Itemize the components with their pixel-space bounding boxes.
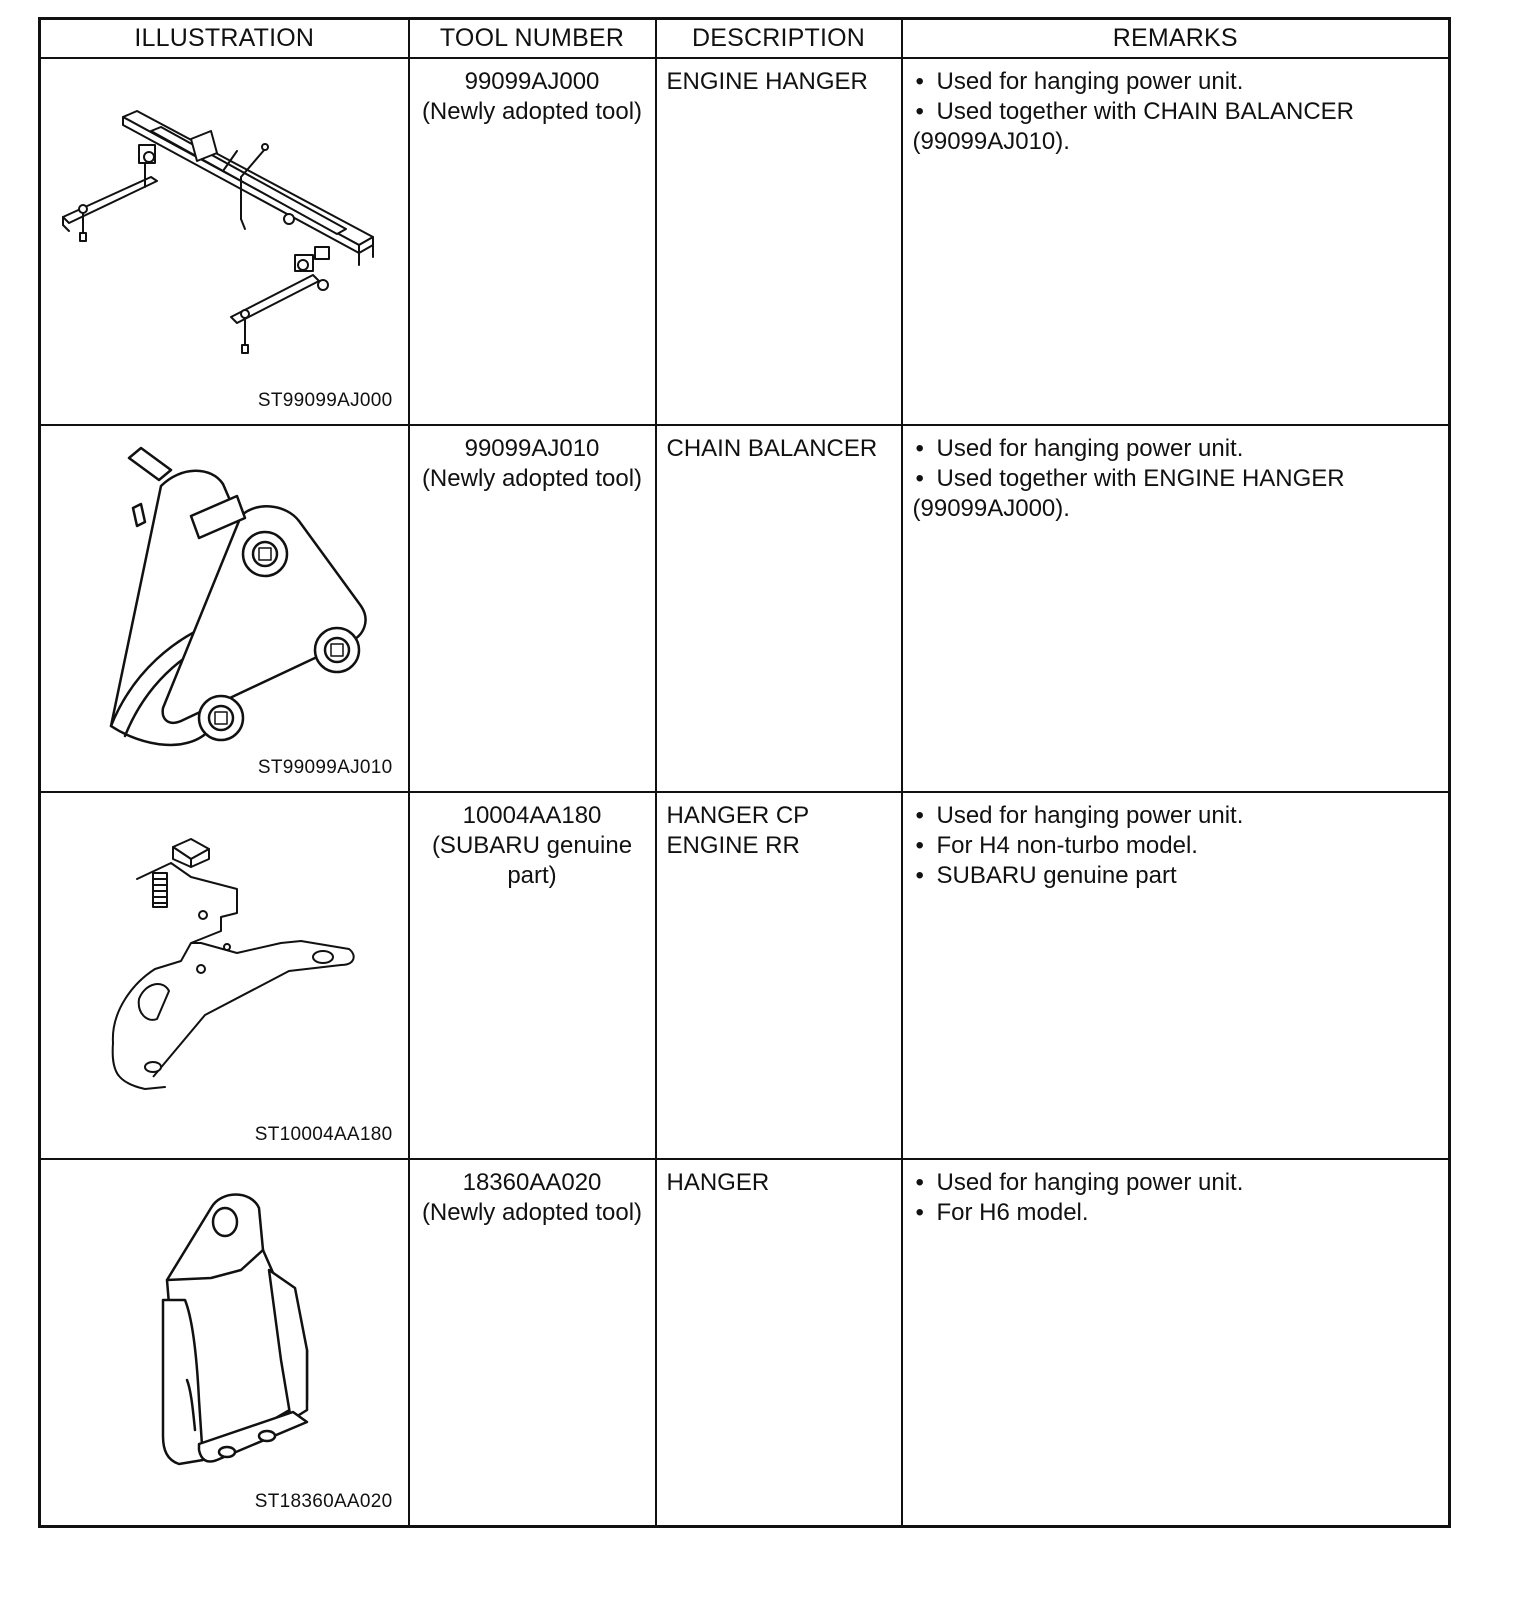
figure-code: ST99099AJ000 (257, 390, 393, 411)
tool-number-cell (409, 1159, 656, 1527)
remark-item: • Used together with ENGINE HANGER (915, 465, 1345, 492)
tool-number: 10004AA180 (462, 802, 602, 829)
description-line: HANGER CP (666, 802, 810, 829)
remark-item: • For H4 non-turbo model. (915, 832, 1198, 859)
figure-code: ST10004AA180 (254, 1124, 393, 1145)
illustration-cell (40, 425, 409, 792)
remark-item: • Used for hanging power unit. (915, 435, 1244, 462)
chain-balancer-icon (41, 426, 410, 791)
remark-item: • Used for hanging power unit. (915, 1169, 1244, 1196)
header-remarks: REMARKS (902, 19, 1450, 59)
remark-item: • For H6 model. (915, 1199, 1089, 1226)
illustration-cell (40, 58, 409, 425)
table-row (40, 792, 1450, 1159)
header-tool-number: TOOL NUMBER (409, 19, 656, 59)
hanger-bracket-icon (41, 1160, 410, 1525)
tool-number-cell (409, 58, 656, 425)
tool-note: (Newly adopted tool) (421, 465, 643, 492)
tool-number: 99099AJ010 (464, 435, 600, 462)
header-illustration: ILLUSTRATION (40, 19, 409, 59)
remark-continuation: (99099AJ010). (912, 128, 1070, 155)
tool-note: (Newly adopted tool) (421, 1199, 643, 1226)
hanger-cp-engine-rr-icon (41, 793, 410, 1158)
table-row (40, 58, 1450, 425)
description-cell (656, 425, 902, 792)
tool-number: 18360AA020 (462, 1169, 602, 1196)
description-line: ENGINE RR (666, 832, 800, 859)
header-description: DESCRIPTION (656, 19, 902, 59)
remark-item: • Used for hanging power unit. (915, 68, 1244, 95)
illustration-cell (40, 1159, 409, 1527)
remark-item: • Used together with CHAIN BALANCER (915, 98, 1354, 125)
remarks-cell (902, 792, 1450, 1159)
remarks-cell (902, 58, 1450, 425)
figure-code: ST18360AA020 (254, 1491, 393, 1512)
tool-number: 99099AJ000 (464, 68, 600, 95)
remark-item: • Used for hanging power unit. (915, 802, 1244, 829)
description-cell (656, 58, 902, 425)
description-cell (656, 792, 902, 1159)
description-line: HANGER (666, 1169, 770, 1196)
special-tools-table (38, 17, 1451, 1528)
description-line: ENGINE HANGER (666, 68, 868, 95)
illustration-cell (40, 792, 409, 1159)
table-row (40, 1159, 1450, 1527)
tool-note: (SUBARU genuine part) (431, 832, 633, 889)
tool-note: (Newly adopted tool) (421, 98, 643, 125)
remark-item: • SUBARU genuine part (915, 862, 1177, 889)
tool-number-cell (409, 425, 656, 792)
figure-code: ST99099AJ010 (257, 757, 393, 778)
description-line: CHAIN BALANCER (666, 435, 878, 462)
engine-hanger-icon (41, 59, 410, 424)
tool-number-cell (409, 792, 656, 1159)
header-row (40, 19, 1450, 59)
description-cell (656, 1159, 902, 1527)
remarks-cell (902, 425, 1450, 792)
remarks-cell (902, 1159, 1450, 1527)
remark-continuation: (99099AJ000). (912, 495, 1070, 522)
table-row (40, 425, 1450, 792)
